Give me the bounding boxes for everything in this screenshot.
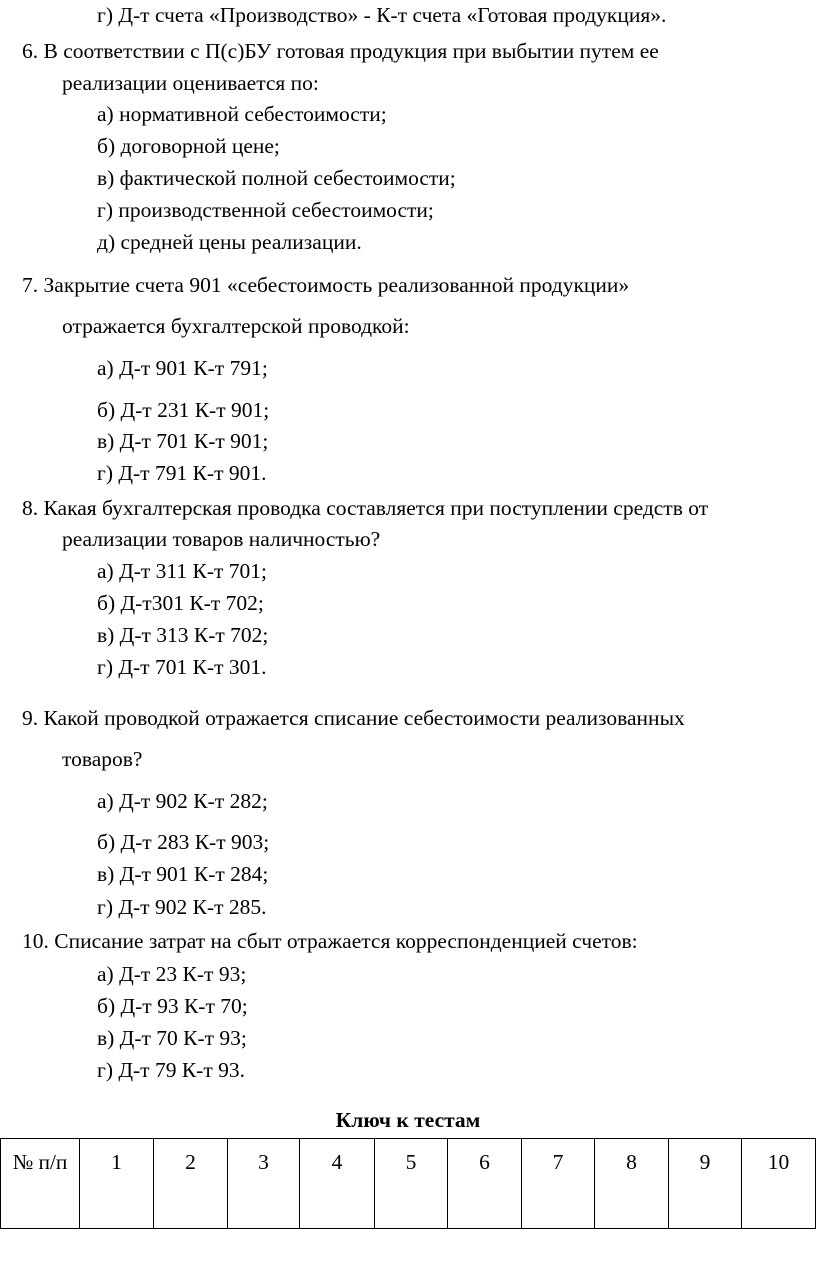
answer-option: в) Д-т 313 К-т 702; xyxy=(97,623,269,647)
question-7-text-cont: отражается бухгалтерской проводкой: xyxy=(62,314,410,338)
table-header-cell: 9 xyxy=(669,1139,742,1229)
table-header-cell: 7 xyxy=(522,1139,595,1229)
question-6-text: 6. В соответствии с П(с)БУ готовая продукция при выбытии путем ее xyxy=(22,39,659,63)
answer-option: г) производственной себестоимости; xyxy=(97,198,434,222)
answer-option: а) Д-т 311 К-т 701; xyxy=(97,559,267,583)
answer-option: г) Д-т 902 К-т 285. xyxy=(97,895,267,919)
answer-key-title: Ключ к тестам xyxy=(335,1108,481,1132)
table-header-cell: 6 xyxy=(448,1139,522,1229)
table-row xyxy=(1,1139,816,1229)
answer-key-table xyxy=(0,1138,816,1229)
answer-option: г) Д-т 701 К-т 301. xyxy=(97,655,267,679)
question-6-text-cont: реализации оценивается по: xyxy=(62,71,319,95)
question-9-text-cont: товаров? xyxy=(62,747,143,771)
table-header-cell: 5 xyxy=(375,1139,448,1229)
answer-option: б) Д-т 231 К-т 901; xyxy=(97,398,270,422)
table-header-cell: 10 xyxy=(742,1139,816,1229)
question-8-text: 8. Какая бухгалтерская проводка составляется при поступлении средств от xyxy=(22,496,709,520)
table-header-cell: 2 xyxy=(154,1139,228,1229)
answer-option: б) Д-т 283 К-т 903; xyxy=(97,830,270,854)
question-10-text: 10. Списание затрат на сбыт отражается корреспонденцией счетов: xyxy=(22,929,638,953)
table-header-cell: № п/п xyxy=(1,1139,80,1229)
question-9-text: 9. Какой проводкой отражается списание себестоимости реализованных xyxy=(22,706,685,730)
answer-option: а) Д-т 902 К-т 282; xyxy=(97,789,268,813)
table-header-cell: 8 xyxy=(595,1139,669,1229)
answer-option: б) Д-т301 К-т 702; xyxy=(97,591,264,615)
question-7-text: 7. Закрытие счета 901 «себестоимость реализованной продукции» xyxy=(22,273,630,297)
table-header-cell: 3 xyxy=(228,1139,300,1229)
question-8-text-cont: реализации товаров наличностью? xyxy=(62,527,381,551)
answer-option: в) Д-т 70 К-т 93; xyxy=(97,1026,247,1050)
answer-option: г) Д-т 79 К-т 93. xyxy=(97,1058,245,1082)
answer-option: г) Д-т счета «Производство» - К-т счета «Готовая продукция». xyxy=(97,3,667,27)
answer-option: б) договорной цене; xyxy=(97,134,280,158)
answer-option: д) средней цены реализации. xyxy=(97,230,362,254)
answer-option: а) Д-т 23 К-т 93; xyxy=(97,962,247,986)
table-header-cell: 1 xyxy=(80,1139,154,1229)
answer-option: в) Д-т 701 К-т 901; xyxy=(97,429,269,453)
answer-option: в) фактической полной себестоимости; xyxy=(97,166,456,190)
answer-option: в) Д-т 901 К-т 284; xyxy=(97,862,269,886)
answer-option: а) нормативной себестоимости; xyxy=(97,102,387,126)
answer-option: а) Д-т 901 К-т 791; xyxy=(97,356,268,380)
answer-option: г) Д-т 791 К-т 901. xyxy=(97,461,267,485)
answer-option: б) Д-т 93 К-т 70; xyxy=(97,994,248,1018)
table-header-cell: 4 xyxy=(300,1139,375,1229)
